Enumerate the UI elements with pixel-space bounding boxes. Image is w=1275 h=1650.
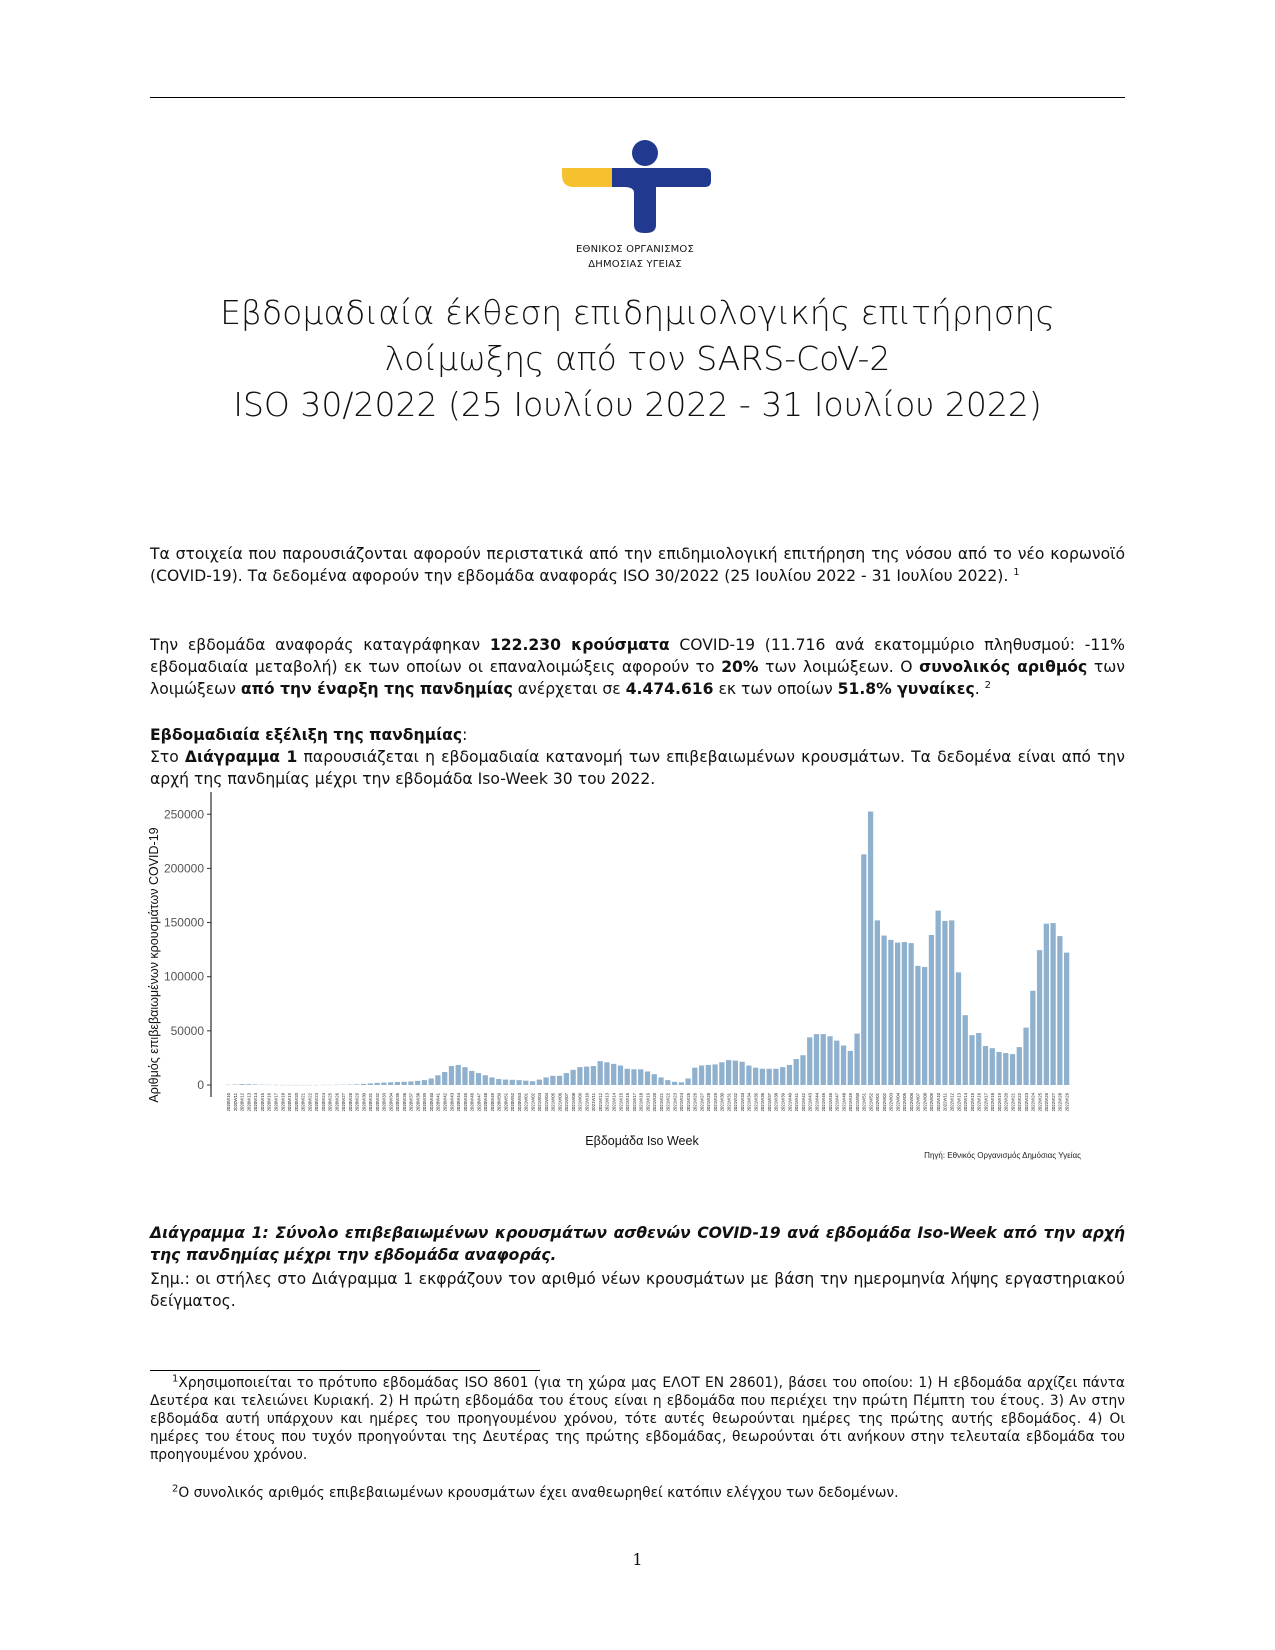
bar	[503, 1080, 508, 1085]
x-tick-label: 2020W44	[456, 1093, 462, 1112]
x-tick-label: 2021W26	[692, 1093, 698, 1112]
x-tick-label: 2020W31	[368, 1093, 374, 1112]
section-heading	[150, 724, 1125, 746]
bar	[625, 1069, 630, 1085]
x-tick-label: 2021W05	[550, 1093, 556, 1112]
x-tick-label: 2020W27	[341, 1093, 347, 1112]
summary-text: εκ των οποίων	[713, 680, 838, 698]
intro-paragraph	[150, 543, 1125, 587]
x-tick-label: 2021W27	[699, 1093, 705, 1112]
x-tick-label: 2020W14	[253, 1093, 259, 1112]
header-rule	[150, 97, 1125, 98]
x-tick-label: 2020W36	[401, 1093, 407, 1112]
bar	[530, 1081, 535, 1085]
x-tick-label: 2020W50	[496, 1093, 502, 1112]
x-tick-label: 2021W35	[753, 1093, 759, 1112]
y-tick-label: 200000	[163, 861, 204, 876]
x-tick-label: 2020W37	[408, 1093, 414, 1112]
x-tick-label: 2021W15	[618, 1093, 624, 1112]
x-tick-label: 2022W06	[908, 1093, 914, 1112]
x-tick-label: 2020W30	[361, 1093, 367, 1112]
bar	[1023, 1028, 1028, 1085]
bar	[746, 1066, 751, 1085]
chart-source: Πηγή: Εθνικός Οργανισμός Δημόσιας Υγείας	[924, 1151, 1081, 1160]
title-line-3: ISO 30/2022 (25 Ιουλίου 2022 - 31 Ιουλίου 2022)	[233, 385, 1042, 424]
bar	[422, 1080, 427, 1085]
bar	[402, 1082, 407, 1085]
bar	[483, 1075, 488, 1085]
bar	[827, 1036, 832, 1085]
x-tick-label: 2020W47	[476, 1093, 482, 1112]
bar	[239, 1084, 244, 1085]
bar	[354, 1084, 359, 1085]
x-tick-label: 2021W04	[543, 1093, 549, 1112]
footnote-rule	[150, 1370, 540, 1371]
logo-blue-body	[612, 168, 711, 233]
bar	[1044, 924, 1049, 1085]
x-tick-label: 2020W45	[462, 1093, 468, 1112]
section-text: Στο	[150, 748, 185, 766]
x-tick-label: 2022W04	[895, 1093, 901, 1112]
x-tick-label: 2021W23	[672, 1093, 678, 1112]
total-cases: 4.474.616	[625, 680, 714, 698]
x-tick-label: 2021W25	[685, 1093, 691, 1112]
bar	[942, 921, 947, 1085]
bar	[638, 1069, 643, 1085]
x-tick-label: 2020W12	[239, 1093, 245, 1112]
x-tick-label: 2021W21	[658, 1093, 664, 1112]
footnote-2	[150, 1484, 1125, 1502]
weekly-cases-chart	[147, 807, 1128, 1220]
section-paragraph	[150, 746, 1125, 790]
y-axis-label: Αριθμός επιβεβαιωμένων κρουσμάτων COVID-19	[147, 827, 161, 1103]
x-tick-label: 2020W29	[354, 1093, 360, 1112]
x-tick-label: 2022W07	[915, 1093, 921, 1112]
section-heading-colon: :	[462, 726, 468, 744]
reinfection-share: 20%	[721, 658, 759, 676]
x-tick-label: 2021W12	[597, 1093, 603, 1112]
title-line-1: Εβδομαδιαία έκθεση επιδημιολογικής επιτήρησης	[220, 293, 1055, 332]
bar	[253, 1084, 258, 1085]
x-tick-label: 2021W14	[611, 1093, 617, 1112]
summary-text: των λοιμώξεων. Ο	[758, 658, 920, 676]
x-tick-label: 2021W17	[631, 1093, 637, 1112]
bar	[564, 1073, 569, 1085]
bar	[611, 1064, 616, 1085]
footnote-2-text: Ο συνολικός αριθμός επιβεβαιωμένων κρουσμάτων έχει αναθεωρηθεί κατόπιν ελέγχου των δεδομένων.	[178, 1485, 899, 1501]
x-tick-label: 2020W42	[442, 1093, 448, 1112]
bar	[374, 1083, 379, 1085]
x-tick-label: 2020W51	[503, 1093, 509, 1112]
x-tick-label: 2022W13	[956, 1093, 962, 1112]
x-tick-label: 2020W48	[483, 1093, 489, 1112]
x-tick-label: 2022W28	[1057, 1093, 1063, 1112]
bar	[740, 1062, 745, 1085]
x-tick-label: 2021W02	[530, 1093, 536, 1112]
bar	[949, 920, 954, 1085]
bar	[881, 936, 886, 1085]
bar	[983, 1046, 988, 1085]
x-tick-label: 2021W49	[848, 1093, 854, 1112]
chart-caption: Διάγραμμα 1: Σύνολο επιβεβαιωμένων κρουσμάτων ασθενών COVID-19 ανά εβδομάδα Iso-Week από την αρχή της πανδημίας μέχρι την εβδομάδα αναφοράς.	[150, 1224, 1125, 1264]
summary-text: Την εβδομάδα αναφοράς καταγράφηκαν	[150, 636, 490, 654]
bar	[685, 1079, 690, 1085]
x-tick-label: 2020W46	[469, 1093, 475, 1112]
bar	[699, 1066, 704, 1085]
x-tick-label: 2022W15	[969, 1093, 975, 1112]
bar	[922, 967, 927, 1085]
x-tick-label: 2021W01	[523, 1093, 529, 1112]
x-tick-label: 2021W42	[800, 1093, 806, 1112]
x-tick-label: 2021W36	[760, 1093, 766, 1112]
bar	[875, 920, 880, 1085]
bar	[618, 1066, 623, 1085]
bar	[956, 972, 961, 1085]
x-tick-label: 2021W07	[564, 1093, 570, 1112]
x-tick-label: 2020W16	[266, 1093, 272, 1112]
x-tick-label: 2022W17	[983, 1093, 989, 1112]
bar	[915, 966, 920, 1085]
x-tick-label: 2022W20	[1003, 1093, 1009, 1112]
bar	[591, 1066, 596, 1085]
bar	[679, 1082, 684, 1085]
x-tick-label: 2022W18	[990, 1093, 996, 1112]
summary-text: COVID-19 (11.716 ανά εκατομμύριο πληθυσμού: -11% εβδομαδιαία μεταβολή) εκ των οποίων οι επαναλοιμώξεις αφορούν το	[150, 636, 1126, 676]
bar	[415, 1081, 420, 1085]
x-tick-label: 2021W44	[814, 1093, 820, 1112]
x-tick-label: 2022W24	[1030, 1093, 1036, 1112]
x-tick-label: 2020W17	[273, 1093, 279, 1112]
bar	[537, 1080, 542, 1085]
x-tick-label: 2021W31	[726, 1093, 732, 1112]
bar	[834, 1041, 839, 1085]
section-heading-text: Εβδομαδιαία εξέλιξη της πανδημίας	[150, 726, 463, 744]
bar	[780, 1067, 785, 1085]
bar	[990, 1048, 995, 1085]
x-tick-label: 2021W22	[665, 1093, 671, 1112]
footnote-ref-2[interactable]: 2	[984, 679, 992, 691]
x-tick-label: 2020W41	[435, 1093, 441, 1112]
summary-paragraph	[150, 634, 1125, 700]
x-tick-label: 2020W10	[226, 1093, 232, 1112]
x-tick-label: 2020W39	[422, 1093, 428, 1112]
x-tick-label: 2020W28	[347, 1093, 353, 1112]
bar	[1050, 923, 1055, 1085]
x-tick-label: 2022W03	[888, 1093, 894, 1112]
summary-text: των λοιμώξεων	[150, 658, 1125, 698]
bar	[848, 1051, 853, 1085]
x-tick-label: 2020W34	[388, 1093, 394, 1112]
x-tick-label: 2020W33	[381, 1093, 387, 1112]
bar	[807, 1037, 812, 1085]
x-tick-label: 2021W38	[773, 1093, 779, 1112]
x-tick-label: 2020W13	[246, 1093, 252, 1112]
bar	[902, 942, 907, 1085]
weekly-cases: 122.230 κρούσματα	[489, 636, 670, 654]
x-tick-label: 2020W24	[320, 1093, 326, 1112]
x-tick-label: 2020W26	[334, 1093, 340, 1112]
x-tick-label: 2022W08	[922, 1093, 928, 1112]
summary-text: .	[974, 680, 980, 698]
logo-head	[632, 140, 658, 166]
female-share: 51.8% γυναίκες	[837, 680, 975, 698]
bar	[577, 1067, 582, 1085]
bar	[1064, 953, 1069, 1085]
x-tick-label: 2021W30	[719, 1093, 725, 1112]
bar	[388, 1082, 393, 1085]
x-tick-label: 2021W45	[821, 1093, 827, 1112]
x-tick-label: 2021W47	[834, 1093, 840, 1112]
x-tick-label: 2020W49	[489, 1093, 495, 1112]
bar	[658, 1077, 663, 1085]
bar	[969, 1035, 974, 1085]
bar	[787, 1065, 792, 1085]
x-tick-label: 2021W09	[577, 1093, 583, 1112]
x-tick-label: 2022W16	[976, 1093, 982, 1112]
x-tick-label: 2020W18	[280, 1093, 286, 1112]
bar	[963, 1015, 968, 1085]
x-tick-label: 2021W20	[652, 1093, 658, 1112]
bar	[543, 1077, 548, 1085]
chart-note: Σημ.: οι στήλες στο Διάγραμμα 1 εκφράζουν τον αριθμό νέων κρουσμάτων με βάση την ημερομηνία λήψης εργαστηριακού δείγματος.	[150, 1270, 1125, 1310]
bar	[557, 1076, 562, 1085]
total-label: συνολικός αριθμός	[919, 658, 1088, 676]
x-tick-label: 2020W22	[307, 1093, 313, 1112]
x-tick-label: 2021W50	[854, 1093, 860, 1112]
bar	[909, 943, 914, 1085]
bar	[814, 1034, 819, 1085]
bar	[510, 1080, 515, 1085]
bar	[604, 1062, 609, 1085]
bar	[1017, 1047, 1022, 1085]
x-tick-label: 2022W25	[1037, 1093, 1043, 1112]
y-tick-label: 0	[197, 1078, 204, 1092]
bar	[442, 1072, 447, 1085]
bar	[753, 1068, 758, 1085]
x-tick-label: 2020W38	[415, 1093, 421, 1112]
x-tick-label: 2022W12	[949, 1093, 955, 1112]
bar	[631, 1069, 636, 1085]
bar	[706, 1065, 711, 1085]
bar	[1037, 950, 1042, 1085]
logo-text-line2: ΔΗΜΟΣΙΑΣ ΥΓΕΙΑΣ	[588, 259, 682, 270]
bar	[1003, 1053, 1008, 1085]
x-tick-label: 2022W23	[1023, 1093, 1029, 1112]
x-tick-label: 2021W29	[712, 1093, 718, 1112]
since-start-label: από την έναρξη της πανδημίας	[240, 680, 513, 698]
x-tick-label: 2022W01	[875, 1093, 881, 1112]
x-tick-label: 2022W29	[1064, 1093, 1070, 1112]
bar	[469, 1071, 474, 1085]
x-tick-label: 2021W16	[625, 1093, 631, 1112]
bar	[976, 1033, 981, 1085]
bar	[1030, 991, 1035, 1085]
bar	[996, 1052, 1001, 1085]
bar	[854, 1034, 859, 1085]
x-tick-label: 2020W23	[314, 1093, 320, 1112]
x-tick-label: 2021W24	[679, 1093, 685, 1112]
bar	[800, 1055, 805, 1085]
bar	[246, 1084, 251, 1085]
x-tick-label: 2021W41	[794, 1093, 800, 1112]
logo-text	[540, 242, 730, 272]
bar	[368, 1083, 373, 1085]
x-tick-label: 2021W18	[638, 1093, 644, 1112]
bar	[462, 1067, 467, 1085]
x-tick-label: 2022W11	[942, 1093, 948, 1112]
bar	[794, 1059, 799, 1085]
bar	[895, 943, 900, 1085]
x-tick-label: 2020W15	[259, 1093, 265, 1112]
bar	[652, 1074, 657, 1085]
bar	[692, 1068, 697, 1085]
x-tick-label: 2020W32	[374, 1093, 380, 1112]
footnote-1	[150, 1374, 1125, 1464]
x-tick-label: 2022W14	[963, 1093, 969, 1112]
x-tick-label: 2022W09	[929, 1093, 935, 1112]
x-tick-label: 2020W20	[293, 1093, 299, 1112]
x-tick-label: 2020W21	[300, 1093, 306, 1112]
bar	[584, 1067, 589, 1085]
bar	[733, 1061, 738, 1085]
summary-text: ανέρχεται σε	[512, 680, 626, 698]
bar	[936, 911, 941, 1085]
x-tick-label: 2020W35	[395, 1093, 401, 1112]
footnote-1-text: Χρησιμοποιείται το πρότυπο εβδομάδας ISO 8601 (για τη χώρα μας ΕΛΟΤ ΕΝ 28601), βάσει του οποίου: 1) Η εβδομάδα αρχίζει πάντα Δευτέρα και τελειώνει Κυριακή. 2) Η πρώτη εβδομάδα του έτους είναι η εβδομάδα που περιέχει την πρώτη Πέμπτη του έτους. 3) Αν στην εβδομάδα αυτή υπάρχουν και ημέρες του προηγουμένου χρόνου, τότε αυτές θεωρούνται ημέρες της πρώτης αυτής εβδομάδος. 4) Οι ημέρες του έτους που τυχόν προηγούνται της Δευτέρας της πρώτης εβδομάδας, θεωρούνται ότι ανήκουν στην τελευταία εβδομάδα του προηγουμένου χρόνου.	[150, 1375, 1125, 1463]
x-tick-label: 2022W10	[935, 1093, 941, 1112]
x-tick-label: 2021W19	[645, 1093, 651, 1112]
bar	[516, 1080, 521, 1085]
x-tick-label: 2020W43	[449, 1093, 455, 1112]
x-tick-label: 2021W10	[584, 1093, 590, 1112]
footnote-1-mark: 1	[172, 1373, 179, 1385]
bar	[408, 1081, 413, 1085]
bar	[449, 1066, 454, 1085]
x-tick-label: 2021W46	[827, 1093, 833, 1112]
bar	[929, 935, 934, 1085]
footnote-ref-1[interactable]: 1	[1013, 566, 1020, 578]
x-axis-label: Εβδομάδα Iso Week	[585, 1134, 699, 1148]
bar	[1057, 936, 1062, 1085]
x-tick-label: 2022W02	[881, 1093, 887, 1112]
bar	[821, 1034, 826, 1085]
y-tick-label: 150000	[163, 915, 204, 930]
bar	[1010, 1054, 1015, 1085]
bar	[645, 1071, 650, 1085]
x-tick-label: 2022W05	[902, 1093, 908, 1112]
bar	[719, 1062, 724, 1085]
x-tick-label: 2021W03	[537, 1093, 543, 1112]
bar	[395, 1082, 400, 1085]
x-tick-label: 2021W32	[733, 1093, 739, 1112]
bar	[712, 1064, 717, 1085]
logo-text-line1: ΕΘΝΙΚΟΣ ΟΡΓΑΝΙΣΜΟΣ	[575, 244, 695, 255]
x-tick-label: 2021W28	[706, 1093, 712, 1112]
bar	[672, 1082, 677, 1085]
x-tick-label: 2020W11	[232, 1093, 238, 1112]
chart-reference: Διάγραμμα 1	[184, 748, 298, 766]
intro-text: Τα στοιχεία που παρουσιάζονται αφορούν περιστατικά από την επιδημιολογική επιτήρηση της νόσου από το νέο κορωνοϊό (COVID-19). Τα δεδομένα αφορούν την εβδομάδα αναφοράς ISO 30/2022 (25 Ιουλίου 2022 - 31 Ιουλίου 2022).	[150, 545, 1125, 585]
bar	[888, 940, 893, 1085]
x-tick-label: 2022W26	[1044, 1093, 1050, 1112]
x-tick-label: 2021W52	[868, 1093, 874, 1112]
x-tick-label: 2021W40	[787, 1093, 793, 1112]
x-tick-label: 2021W08	[570, 1093, 576, 1112]
bar	[760, 1069, 765, 1085]
page-number: 1	[632, 1550, 643, 1569]
x-tick-label: 2021W51	[861, 1093, 867, 1112]
bar	[868, 812, 873, 1085]
bar	[571, 1070, 576, 1085]
bar	[550, 1076, 555, 1085]
x-tick-label: 2020W52	[510, 1093, 516, 1112]
x-tick-label: 2020W53	[516, 1093, 522, 1112]
bar	[861, 854, 866, 1085]
x-tick-label: 2022W27	[1050, 1093, 1056, 1112]
bar	[665, 1080, 670, 1085]
x-tick-label: 2022W21	[1010, 1093, 1016, 1112]
bar	[841, 1045, 846, 1085]
bar	[361, 1084, 366, 1085]
y-tick-label: 250000	[163, 807, 204, 822]
bar	[435, 1075, 440, 1085]
y-tick-label: 100000	[163, 969, 204, 984]
bar	[456, 1065, 461, 1085]
x-tick-label: 2021W39	[780, 1093, 786, 1112]
x-tick-label: 2021W48	[841, 1093, 847, 1112]
x-tick-label: 2020W19	[287, 1093, 293, 1112]
bar	[496, 1079, 501, 1085]
bar	[476, 1073, 481, 1085]
x-tick-label: 2021W13	[604, 1093, 610, 1112]
x-tick-label: 2021W11	[591, 1093, 597, 1112]
x-tick-label: 2021W34	[746, 1093, 752, 1112]
x-tick-label: 2020W40	[428, 1093, 434, 1112]
x-tick-label: 2022W22	[1017, 1093, 1023, 1112]
x-tick-label: 2020W25	[327, 1093, 333, 1112]
report-title	[150, 290, 1125, 428]
title-line-2: λοίμωξης από τον SARS-CoV-2	[384, 339, 891, 378]
x-tick-label: 2021W06	[557, 1093, 563, 1112]
bar	[429, 1079, 434, 1085]
footnote-2-mark: 2	[172, 1483, 179, 1495]
bar	[381, 1083, 386, 1085]
bar	[767, 1069, 772, 1085]
x-tick-label: 2021W33	[739, 1093, 745, 1112]
x-tick-label: 2022W19	[996, 1093, 1002, 1112]
bar	[523, 1081, 528, 1085]
x-tick-label: 2021W37	[766, 1093, 772, 1112]
section-text: παρουσιάζεται η εβδομαδιαία κατανομή των επιβεβαιωμένων κρουσμάτων. Τα δεδομένα είναι από την αρχή της πανδημίας μέχρι την εβδομάδα Iso-Week 30 του 2022.	[150, 748, 1126, 788]
bar	[489, 1077, 494, 1085]
y-tick-label: 50000	[170, 1023, 204, 1038]
bar	[598, 1061, 603, 1085]
bar	[726, 1060, 731, 1085]
bar	[773, 1069, 778, 1085]
x-tick-label: 2021W43	[807, 1093, 813, 1112]
